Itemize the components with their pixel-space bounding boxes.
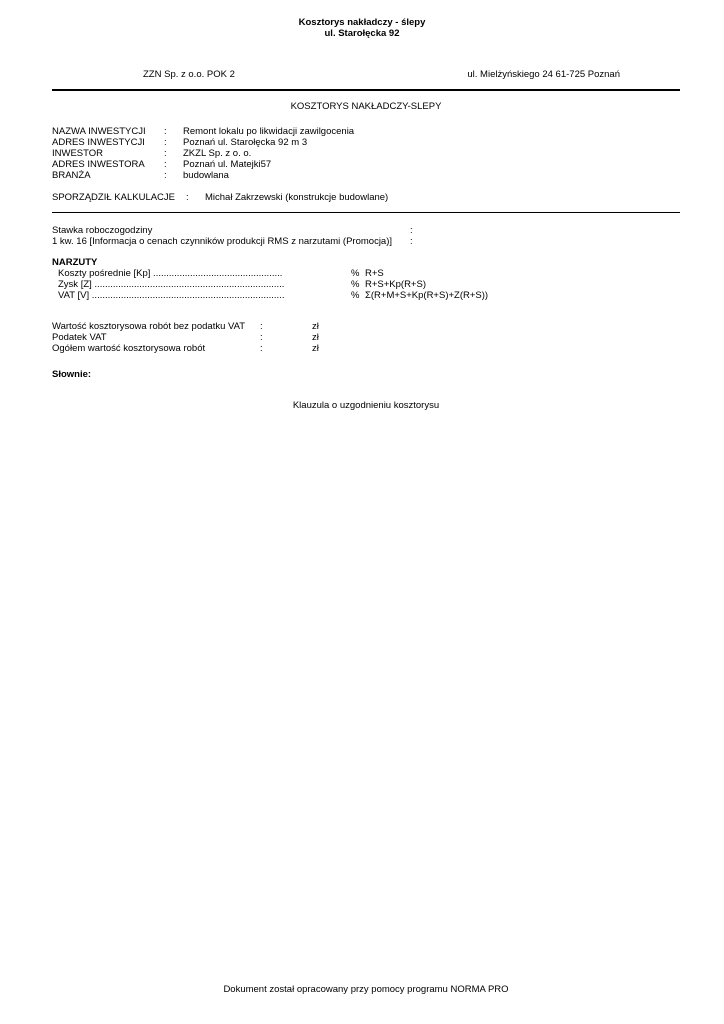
info-label: ADRES INWESTORA	[52, 159, 145, 170]
info-colon: :	[164, 170, 167, 181]
prepared-by-value: Michał Zakrzewski (konstrukcje budowlane)	[205, 192, 389, 203]
narzuty-unit: %	[351, 268, 360, 279]
slownie-label: Słownie:	[52, 369, 92, 380]
info-label: INWESTOR	[52, 148, 104, 159]
rate-label: Stawka roboczogodziny	[52, 225, 153, 236]
narzuty-formula: R+S	[365, 268, 384, 279]
info-label: NAZWA INWESTYCJI	[52, 126, 146, 137]
info-colon: :	[164, 159, 167, 170]
company-address: ul. Mielżyńskiego 24 61-725 Poznań	[467, 69, 620, 80]
info-value: budowlana	[183, 170, 229, 181]
info-colon: :	[164, 126, 167, 137]
total-colon: :	[260, 343, 263, 354]
narzuty-heading: NARZUTY	[52, 257, 98, 268]
total-colon: :	[260, 321, 263, 332]
info-label: BRANŻA	[52, 170, 91, 181]
total-label: Podatek VAT	[52, 332, 107, 343]
narzuty-label: VAT [V] .........................................................................	[58, 290, 285, 301]
narzuty-formula: R+S+Kp(R+S)	[365, 279, 426, 290]
agreement-clause: Klauzula o uzgodnieniu kosztorysu	[292, 400, 440, 411]
header-divider	[52, 89, 680, 91]
narzuty-unit: %	[351, 290, 360, 301]
total-label: Ogółem wartość kosztorysowa robót	[52, 343, 206, 354]
info-colon: :	[164, 148, 167, 159]
document-header-address: ul. Starołęcka 92	[324, 28, 400, 39]
narzuty-formula: Σ(R+M+S+Kp(R+S)+Z(R+S))	[365, 290, 489, 301]
narzuty-unit: %	[351, 279, 360, 290]
info-value: Remont lokalu po likwidacji zawilgocenia	[183, 126, 355, 137]
narzuty-label: Koszty pośrednie [Kp] .................................................	[58, 268, 283, 279]
info-colon: :	[164, 137, 167, 148]
rate-label: 1 kw. 16 [Informacja o cenach czynników produkcji RMS z narzutami (Promocja)]	[52, 236, 393, 247]
document-title: KOSZTORYS NAKŁADCZY-SLEPY	[290, 101, 442, 112]
rate-colon: :	[410, 236, 413, 247]
narzuty-label: Zysk [Z] ........................................................................	[58, 279, 285, 290]
document-footer: Dokument został opracowany przy pomocy programu NORMA PRO	[223, 984, 509, 995]
total-unit: zł	[312, 321, 319, 332]
info-divider	[52, 212, 680, 213]
total-label: Wartość kosztorysowa robót bez podatku VAT	[52, 321, 246, 332]
prepared-by-colon: :	[186, 192, 189, 203]
info-value: Poznań ul. Starołęcka 92 m 3	[183, 137, 308, 148]
prepared-by-label: SPORZĄDZIŁ KALKULACJE	[52, 192, 176, 203]
total-unit: zł	[312, 343, 319, 354]
document-header-title: Kosztorys nakładczy - ślepy	[298, 17, 426, 28]
rate-colon: :	[410, 225, 413, 236]
total-unit: zł	[312, 332, 319, 343]
info-label: ADRES INWESTYCJI	[52, 137, 145, 148]
info-value: Poznań ul. Matejki57	[183, 159, 272, 170]
company-name: ZZN Sp. z o.o. POK 2	[143, 69, 235, 80]
info-value: ZKZL Sp. z o. o.	[183, 148, 252, 159]
total-colon: :	[260, 332, 263, 343]
